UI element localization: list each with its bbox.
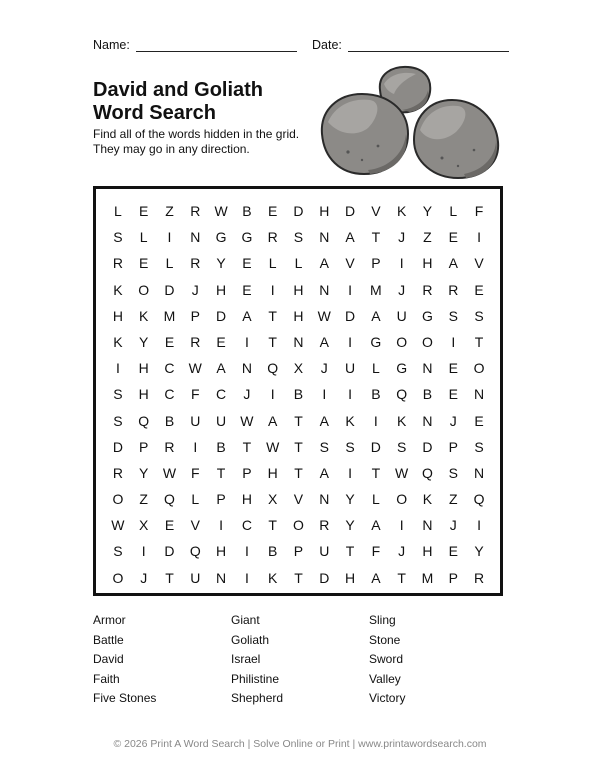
grid-cell[interactable]: R — [267, 229, 278, 246]
grid-cell[interactable]: O — [293, 517, 304, 534]
grid-cell[interactable]: S — [345, 438, 355, 455]
grid-cell[interactable]: A — [268, 412, 278, 429]
grid-cell[interactable]: A — [319, 412, 329, 429]
grid-cell[interactable]: M — [370, 281, 382, 298]
grid-cell[interactable]: A — [345, 229, 355, 246]
grid-cell[interactable]: W — [188, 360, 202, 377]
grid-cell[interactable]: S — [448, 464, 458, 481]
grid-cell[interactable]: C — [164, 386, 175, 403]
grid-cell[interactable]: S — [474, 438, 484, 455]
grid-cell[interactable]: V — [345, 255, 355, 272]
title-line-2: Word Search — [93, 102, 216, 124]
grid-cell[interactable]: M — [163, 307, 176, 324]
letter-grid — [105, 198, 492, 591]
grid-cell[interactable]: E — [242, 281, 252, 298]
grid-cell[interactable]: H — [267, 464, 278, 481]
grid-cell[interactable]: G — [241, 229, 253, 246]
grid-cell[interactable]: H — [293, 307, 304, 324]
grid-cell[interactable]: H — [422, 255, 433, 272]
grid-cell[interactable]: Z — [165, 203, 174, 219]
grid-cell[interactable]: L — [371, 491, 380, 508]
grid-cell[interactable]: R — [319, 517, 330, 534]
grid-cell[interactable]: W — [266, 438, 280, 455]
grid-cell[interactable]: J — [398, 543, 406, 560]
grid-cell[interactable]: P — [139, 438, 149, 455]
grid-cell[interactable]: N — [319, 491, 330, 508]
grid-cell[interactable]: E — [448, 360, 458, 377]
grid-cell[interactable]: E — [448, 543, 458, 560]
grid-cell[interactable]: A — [371, 517, 381, 534]
grid-cell[interactable]: N — [319, 229, 330, 246]
grid-cell[interactable]: A — [319, 464, 329, 481]
grid-cell[interactable]: N — [319, 281, 330, 298]
grid-cell[interactable]: O — [112, 491, 124, 508]
grid-cell[interactable]: T — [165, 569, 174, 586]
grid-cell[interactable]: U — [319, 543, 330, 560]
grid-cell[interactable]: S — [396, 438, 407, 455]
grid-cell[interactable]: O — [396, 491, 408, 508]
grid-cell[interactable]: R — [112, 255, 123, 272]
grid-cell[interactable]: T — [242, 438, 252, 455]
grid-cell[interactable]: B — [216, 438, 226, 455]
grid-cell[interactable]: R — [190, 333, 201, 350]
grid-cell[interactable]: B — [164, 412, 175, 429]
grid-cell[interactable]: I — [348, 464, 353, 481]
grid-cell[interactable]: H — [319, 203, 330, 219]
grid-cell[interactable]: R — [473, 569, 485, 586]
grid-cell[interactable]: X — [139, 517, 149, 534]
grid-cell[interactable]: N — [422, 517, 433, 534]
grid-cell[interactable]: F — [474, 203, 484, 219]
grid-cell[interactable]: I — [399, 255, 404, 272]
grid-cell[interactable]: Z — [448, 491, 458, 508]
grid-cell[interactable]: N — [473, 386, 485, 403]
footer: © 2026 Print A Word Search | Solve Online or Print | www.printawordsearch.com — [113, 738, 487, 750]
grid-cell[interactable]: V — [190, 517, 200, 534]
grid-cell[interactable]: H — [293, 281, 304, 298]
grid-cell[interactable]: K — [422, 491, 433, 508]
grid-cell[interactable]: U — [396, 307, 407, 324]
grid-cell[interactable]: P — [371, 255, 381, 272]
grid-cell[interactable]: N — [422, 412, 433, 429]
grid-cell[interactable]: E — [474, 281, 484, 298]
grid-cell[interactable]: Q — [267, 360, 279, 377]
grid-cell[interactable]: I — [451, 333, 456, 350]
date-field — [312, 38, 509, 52]
word-list-item: Israel — [231, 652, 261, 666]
word-list-item: Stone — [369, 632, 401, 647]
grid-cell[interactable]: U — [190, 412, 201, 429]
right-stone-icon — [414, 100, 498, 178]
grid-cell[interactable]: D — [345, 307, 356, 324]
grid-cell[interactable]: K — [345, 412, 355, 429]
grid-cell[interactable]: A — [319, 255, 329, 272]
grid-cell[interactable]: G — [215, 229, 227, 246]
grid-cell[interactable]: I — [399, 517, 404, 534]
grid-cell[interactable]: D — [164, 543, 175, 560]
grid-cell[interactable]: F — [191, 386, 200, 403]
grid-cell[interactable]: J — [191, 281, 199, 298]
grid-cell[interactable]: E — [216, 333, 226, 350]
grid-cell[interactable]: I — [244, 333, 249, 350]
word-list-item: Victory — [369, 691, 406, 705]
grid-cell[interactable]: R — [190, 203, 201, 219]
word-list-item: Armor — [93, 613, 126, 627]
grid-cell[interactable]: K — [268, 569, 278, 586]
grid-cell[interactable]: J — [398, 281, 406, 298]
grid-cell[interactable]: E — [474, 412, 484, 429]
word-list-item: Giant — [231, 613, 260, 627]
grid-cell[interactable]: S — [293, 229, 304, 246]
instructions-line-2: They may go in any direction. — [93, 142, 250, 156]
word-list-item: Philistine — [231, 671, 280, 686]
stones-illustration — [318, 62, 502, 180]
grid-cell[interactable]: Y — [422, 203, 433, 219]
grid-cell[interactable]: I — [219, 517, 224, 534]
grid-cell[interactable]: O — [422, 333, 433, 350]
grid-cell[interactable]: E — [242, 255, 252, 272]
grid-cell[interactable]: R — [190, 255, 201, 272]
grid-cell[interactable]: J — [398, 229, 406, 246]
word-list-item: Faith — [93, 671, 120, 686]
grid-cell[interactable]: W — [111, 517, 125, 534]
grid-cell[interactable]: F — [191, 464, 200, 481]
grid-cell[interactable]: B — [268, 543, 278, 560]
grid-cell[interactable]: H — [112, 307, 123, 324]
grid-cell[interactable]: P — [190, 307, 200, 324]
grid-cell[interactable]: K — [113, 333, 123, 350]
grid-cell[interactable]: V — [371, 203, 381, 219]
grid-cell[interactable]: I — [115, 360, 120, 377]
grid-cell[interactable]: S — [113, 386, 123, 403]
grid-cell[interactable]: T — [268, 333, 277, 350]
grid-cell[interactable]: Z — [139, 491, 148, 508]
grid-cell[interactable]: W — [240, 412, 254, 429]
grid-cell[interactable]: N — [422, 360, 433, 377]
grid-cell[interactable]: H — [216, 281, 227, 298]
grid-cell[interactable]: W — [214, 203, 228, 219]
grid-cell[interactable]: P — [448, 569, 458, 586]
grid-cell[interactable]: B — [371, 386, 381, 403]
grid-cell[interactable]: D — [164, 281, 175, 298]
grid-cell[interactable]: Y — [345, 517, 355, 534]
grid-cell[interactable]: P — [293, 543, 304, 560]
grid-cell[interactable]: J — [449, 517, 457, 534]
grid-cell[interactable]: J — [140, 569, 148, 586]
grid-cell[interactable]: P — [448, 438, 458, 455]
grid-cell[interactable]: Y — [474, 543, 484, 560]
grid-cell[interactable]: T — [474, 333, 484, 350]
grid-cell[interactable]: I — [270, 281, 275, 298]
grid-cell[interactable]: T — [216, 464, 226, 481]
grid-cell[interactable]: Q — [164, 491, 175, 508]
grid-cell[interactable]: W — [317, 307, 331, 324]
grid-cell[interactable]: E — [448, 386, 458, 403]
grid-cell[interactable]: T — [268, 517, 277, 534]
word-list-item: Goliath — [231, 632, 270, 647]
grid-cell[interactable]: T — [294, 464, 303, 481]
grid-cell[interactable]: S — [113, 543, 123, 560]
name-line[interactable] — [136, 39, 297, 52]
grid-cell[interactable]: D — [319, 569, 330, 586]
grid-cell[interactable]: V — [474, 255, 484, 272]
date-line[interactable] — [348, 39, 509, 52]
grid-cell[interactable]: A — [448, 255, 458, 272]
grid-cell[interactable]: T — [371, 229, 381, 246]
grid-cell[interactable]: G — [396, 360, 408, 377]
grid-cell[interactable]: W — [395, 464, 409, 481]
grid-cell[interactable]: T — [345, 543, 355, 560]
grid-cell[interactable]: G — [370, 333, 382, 350]
grid-cell[interactable]: T — [294, 438, 303, 455]
grid-cell[interactable]: T — [294, 569, 303, 586]
grid-cell[interactable]: L — [294, 255, 303, 272]
grid-cell[interactable]: O — [473, 360, 485, 377]
grid-cell[interactable]: D — [345, 203, 356, 219]
grid-cell[interactable]: Q — [396, 386, 408, 403]
grid-cell[interactable]: L — [139, 229, 148, 246]
grid-cell[interactable]: L — [114, 203, 122, 219]
grid-cell[interactable]: V — [293, 491, 304, 508]
grid-cell[interactable]: M — [421, 569, 434, 586]
grid-cell[interactable]: G — [422, 307, 433, 324]
grid-cell[interactable]: I — [322, 386, 327, 403]
grid-cell[interactable]: E — [139, 255, 149, 272]
grid-cell[interactable]: O — [396, 333, 408, 350]
name-label: Name: — [93, 38, 130, 52]
grid-cell[interactable]: I — [193, 438, 198, 455]
grid-cell[interactable]: E — [164, 517, 175, 534]
word-list-item: Sling — [369, 613, 396, 627]
grid-cell[interactable]: N — [241, 360, 252, 377]
grid-cell[interactable]: S — [319, 438, 329, 455]
page-title — [93, 79, 263, 125]
grid-cell[interactable]: N — [473, 464, 485, 481]
grid-cell[interactable]: K — [396, 412, 407, 429]
grid-cell[interactable]: T — [268, 307, 277, 324]
grid-cell[interactable]: H — [216, 543, 227, 560]
grid-cell[interactable]: I — [270, 386, 275, 403]
name-field — [93, 38, 297, 52]
grid-cell[interactable]: O — [112, 569, 124, 586]
left-stone-icon — [322, 94, 408, 174]
word-list — [93, 611, 493, 709]
grid-cell[interactable]: U — [216, 412, 227, 429]
grid-cell[interactable]: Y — [345, 491, 355, 508]
grid-cell[interactable]: I — [244, 543, 249, 560]
grid-cell[interactable]: Y — [139, 464, 149, 481]
grid-cell[interactable]: H — [422, 543, 433, 560]
grid-cell[interactable]: R — [164, 438, 175, 455]
grid-cell[interactable]: I — [373, 412, 378, 429]
grid-cell[interactable]: S — [113, 412, 123, 429]
grid-cell[interactable]: A — [319, 333, 329, 350]
grid-cell[interactable]: L — [371, 360, 380, 377]
grid-cell[interactable]: P — [216, 491, 226, 508]
grid-cell[interactable]: Q — [473, 491, 485, 508]
grid-cell[interactable]: C — [241, 517, 252, 534]
grid-cell[interactable]: S — [448, 307, 458, 324]
grid-cell[interactable]: O — [138, 281, 150, 298]
grid-cell[interactable]: I — [477, 517, 481, 534]
grid-cell[interactable]: Q — [189, 543, 201, 560]
grid-cell[interactable]: T — [397, 569, 406, 586]
grid-cell[interactable]: I — [477, 229, 481, 246]
grid-cell[interactable]: H — [241, 491, 252, 508]
grid-cell[interactable]: D — [112, 438, 123, 455]
grid-cell[interactable]: I — [141, 543, 146, 560]
word-list-item: Shepherd — [231, 691, 284, 705]
grid-cell[interactable]: H — [138, 360, 149, 377]
grid-cell[interactable]: R — [422, 281, 433, 298]
grid-cell[interactable]: L — [449, 203, 458, 219]
grid-cell[interactable]: D — [216, 307, 227, 324]
grid-cell[interactable]: L — [191, 491, 200, 508]
grid-cell[interactable]: E — [164, 333, 175, 350]
puzzle-grid-box — [93, 186, 503, 596]
grid-cell[interactable]: Q — [138, 412, 150, 429]
grid-cell[interactable]: H — [138, 386, 149, 403]
grid-cell[interactable]: K — [139, 307, 149, 324]
grid-cell[interactable]: Q — [422, 464, 433, 481]
grid-cell[interactable]: L — [268, 255, 277, 272]
grid-cell[interactable]: E — [448, 229, 458, 246]
grid-cell[interactable]: D — [370, 438, 381, 455]
grid-cell[interactable]: C — [216, 386, 227, 403]
grid-cell[interactable]: A — [371, 307, 381, 324]
grid-cell[interactable]: A — [216, 360, 226, 377]
grid-cell[interactable]: I — [348, 281, 353, 298]
grid-cell[interactable]: I — [348, 386, 353, 403]
grid-cell[interactable]: I — [348, 333, 353, 350]
instructions-line-1: Find all of the words hidden in the grid. — [93, 127, 300, 141]
grid-cell[interactable]: W — [162, 464, 177, 481]
grid-cell[interactable]: A — [371, 569, 381, 586]
grid-cell[interactable]: D — [293, 203, 304, 219]
title-line-1: David and Goliath — [93, 79, 264, 101]
word-list-item: Battle — [93, 632, 124, 647]
grid-cell[interactable]: H — [345, 569, 356, 586]
grid-cell[interactable]: A — [242, 307, 252, 324]
date-label: Date: — [312, 38, 342, 52]
grid-cell[interactable]: J — [449, 412, 457, 429]
grid-cell[interactable]: S — [113, 229, 123, 246]
grid-cell[interactable]: Y — [216, 255, 226, 272]
grid-cell[interactable]: F — [371, 543, 381, 560]
grid-cell[interactable]: Z — [423, 229, 432, 246]
word-list-item: Sword — [369, 652, 404, 666]
grid-cell[interactable]: T — [371, 464, 381, 481]
grid-cell[interactable]: S — [474, 307, 484, 324]
grid-cell[interactable]: B — [293, 386, 304, 403]
grid-cell[interactable]: K — [113, 281, 123, 298]
grid-cell[interactable]: E — [139, 203, 149, 219]
grid-cell[interactable]: N — [190, 229, 201, 246]
grid-cell[interactable]: T — [294, 412, 303, 429]
word-list-item: Valley — [369, 671, 401, 686]
grid-cell[interactable]: U — [190, 569, 201, 586]
grid-cell[interactable]: R — [448, 281, 459, 298]
grid-cell[interactable]: J — [320, 360, 328, 377]
grid-cell[interactable]: N — [293, 333, 304, 350]
word-list-item: Five Stones — [93, 691, 157, 705]
grid-cell[interactable]: B — [422, 386, 433, 403]
grid-cell[interactable]: L — [165, 255, 174, 272]
grid-cell[interactable]: B — [242, 203, 252, 219]
word-list-item: David — [93, 652, 124, 666]
grid-cell[interactable]: N — [216, 569, 227, 586]
grid-cell[interactable]: I — [244, 569, 249, 586]
grid-cell[interactable]: J — [243, 386, 251, 403]
grid-cell[interactable]: Y — [139, 333, 149, 350]
grid-cell[interactable]: C — [164, 360, 175, 377]
grid-cell[interactable]: U — [345, 360, 356, 377]
grid-cell[interactable]: X — [293, 360, 304, 377]
grid-cell[interactable]: K — [396, 203, 407, 219]
grid-cell[interactable]: D — [422, 438, 433, 455]
grid-cell[interactable]: X — [268, 491, 278, 508]
grid-cell[interactable]: I — [167, 229, 172, 246]
grid-cell[interactable]: R — [112, 464, 123, 481]
grid-cell[interactable]: E — [268, 203, 278, 219]
grid-cell[interactable]: P — [242, 464, 252, 481]
instructions — [93, 127, 299, 157]
